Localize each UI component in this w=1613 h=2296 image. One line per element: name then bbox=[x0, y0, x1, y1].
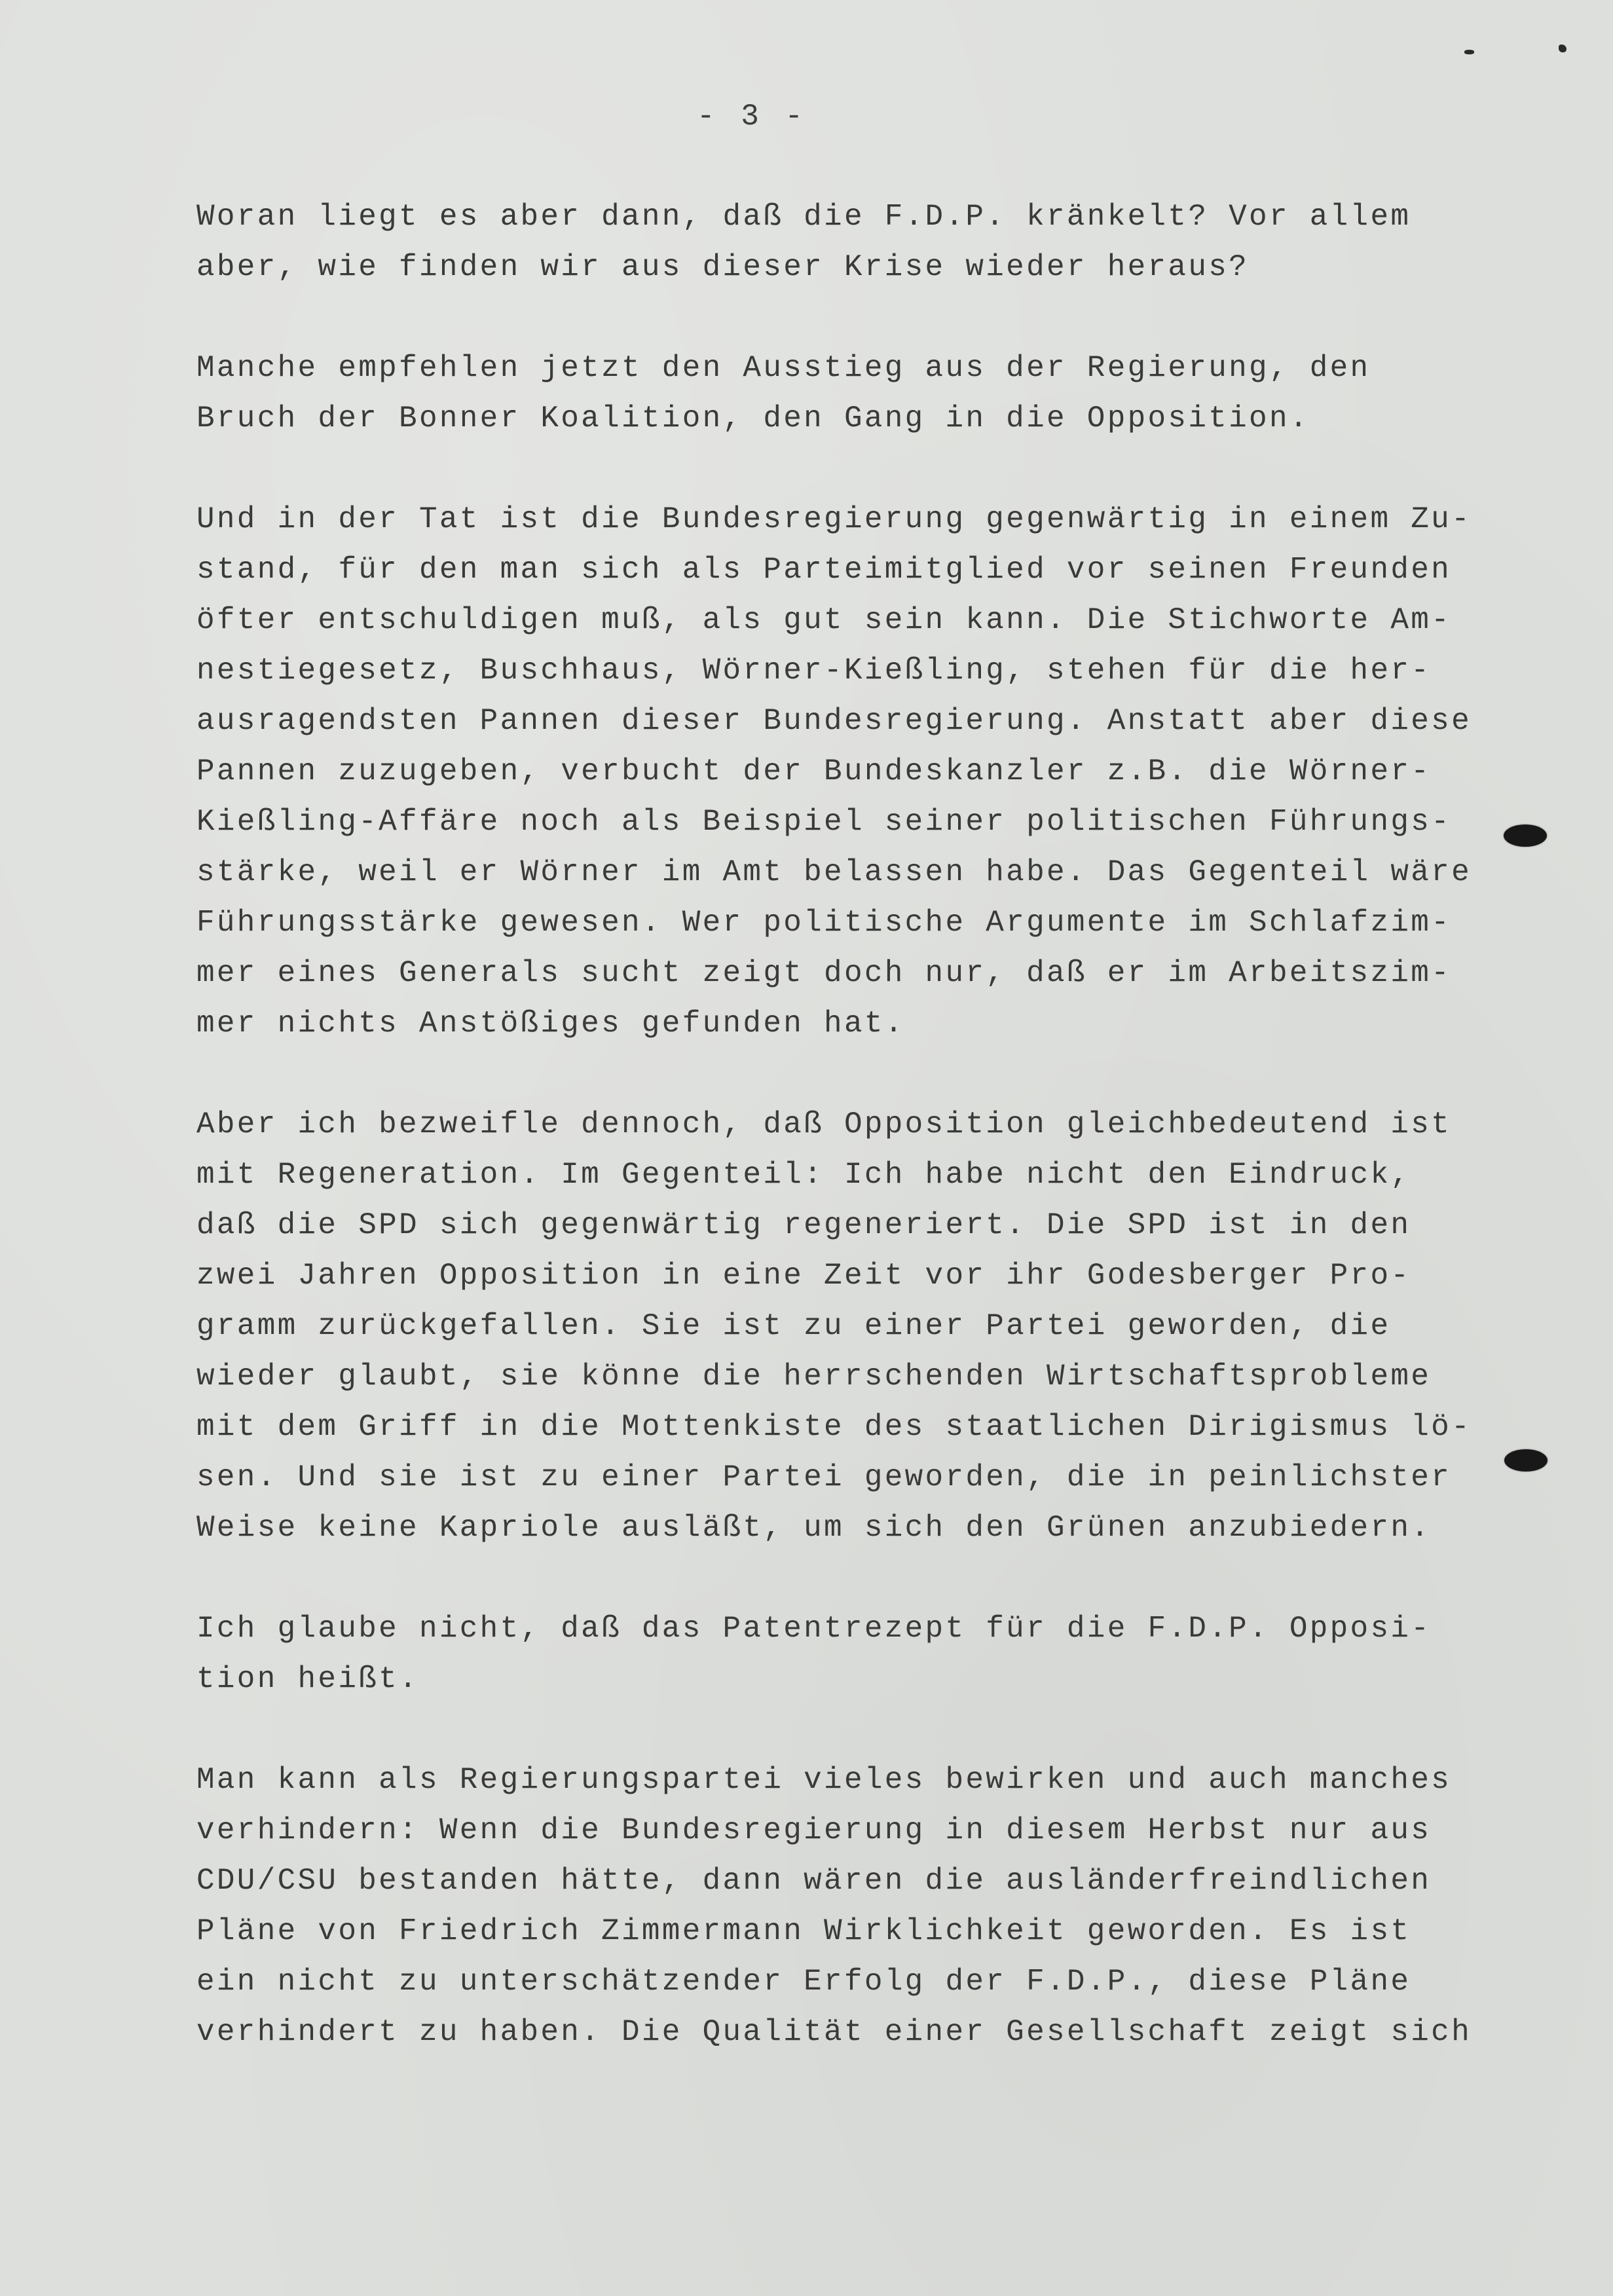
text-line: Und in der Tat ist die Bundesregierung gegenwärtig in einem Zu- bbox=[196, 502, 1472, 536]
text-line: nestiegesetz, Buschhaus, Wörner-Kießling, stehen für die her- bbox=[196, 654, 1432, 688]
paragraph bbox=[196, 192, 1480, 293]
text-line: stärke, weil er Wörner im Amt belassen habe. Das Gegenteil wäre bbox=[196, 855, 1472, 889]
text-line: mit Regeneration. Im Gegenteil: Ich habe nicht den Eindruck, bbox=[196, 1158, 1411, 1192]
text-line: Kießling-Affäre noch als Beispiel seiner politischen Führungs- bbox=[196, 805, 1452, 839]
text-line: Weise keine Kapriole ausläßt, um sich den Grünen anzubiedern. bbox=[196, 1511, 1432, 1545]
paragraph bbox=[196, 1755, 1480, 2058]
text-line: verhindert zu haben. Die Qualität einer Gesellschaft zeigt sich bbox=[196, 2015, 1472, 2049]
text-line: ein nicht zu unterschätzender Erfolg der F.D.P., diese Pläne bbox=[196, 1965, 1411, 1999]
punch-hole bbox=[1504, 1449, 1548, 1472]
ink-speck bbox=[1464, 50, 1474, 54]
text-line: verhindern: Wenn die Bundesregierung in diesem Herbst nur aus bbox=[196, 1813, 1432, 1847]
text-line: wieder glaubt, sie könne die herrschenden Wirtschaftsprobleme bbox=[196, 1360, 1432, 1394]
paragraph bbox=[196, 1100, 1480, 1553]
text-line: Aber ich bezweifle dennoch, daß Opposition gleichbedeutend ist bbox=[196, 1107, 1452, 1141]
text-line: aber, wie finden wir aus dieser Krise wieder heraus? bbox=[196, 250, 1250, 284]
text-line: ausragendsten Pannen dieser Bundesregierung. Anstatt aber diese bbox=[196, 704, 1472, 738]
text-line: zwei Jahren Opposition in eine Zeit vor ihr Godesberger Pro- bbox=[196, 1259, 1411, 1293]
text-line: mer nichts Anstößiges gefunden hat. bbox=[196, 1007, 905, 1041]
text-line: tion heißt. bbox=[196, 1662, 419, 1696]
paragraph bbox=[196, 494, 1480, 1049]
text-line: CDU/CSU bestanden hätte, dann wären die ausländerfreindlichen bbox=[196, 1864, 1432, 1898]
paragraph bbox=[196, 1604, 1480, 1705]
text-line: mit dem Griff in die Mottenkiste des staatlichen Dirigismus lö- bbox=[196, 1410, 1472, 1444]
document-body bbox=[196, 192, 1480, 2108]
text-line: Manche empfehlen jetzt den Ausstieg aus der Regierung, den bbox=[196, 351, 1371, 385]
text-line: stand, für den man sich als Parteimitglied vor seinen Freunden bbox=[196, 553, 1452, 587]
text-line: Woran liegt es aber dann, daß die F.D.P. kränkelt? Vor allem bbox=[196, 200, 1411, 234]
paragraph bbox=[196, 343, 1480, 444]
text-line: Pläne von Friedrich Zimmermann Wirklichkeit geworden. Es ist bbox=[196, 1914, 1411, 1948]
text-line: Pannen zuzugeben, verbucht der Bundeskanzler z.B. die Wörner- bbox=[196, 754, 1432, 788]
text-line: Bruch der Bonner Koalition, den Gang in die Opposition. bbox=[196, 401, 1310, 435]
text-line: Man kann als Regierungspartei vieles bewirken und auch manches bbox=[196, 1763, 1452, 1797]
text-line: mer eines Generals sucht zeigt doch nur, daß er im Arbeitszim- bbox=[196, 956, 1452, 990]
text-line: Ich glaube nicht, daß das Patentrezept für die F.D.P. Opposi- bbox=[196, 1612, 1432, 1646]
text-line: daß die SPD sich gegenwärtig regeneriert. Die SPD ist in den bbox=[196, 1208, 1411, 1242]
page-number: - 3 - bbox=[697, 100, 807, 134]
text-line: gramm zurückgefallen. Sie ist zu einer Partei geworden, die bbox=[196, 1309, 1391, 1343]
text-line: Führungsstärke gewesen. Wer politische Argumente im Schlafzim- bbox=[196, 906, 1452, 940]
ink-speck bbox=[1559, 45, 1567, 52]
punch-hole bbox=[1504, 824, 1547, 847]
text-line: sen. Und sie ist zu einer Partei geworden, die in peinlichster bbox=[196, 1460, 1452, 1494]
text-line: öfter entschuldigen muß, als gut sein kann. Die Stichworte Am- bbox=[196, 603, 1452, 637]
